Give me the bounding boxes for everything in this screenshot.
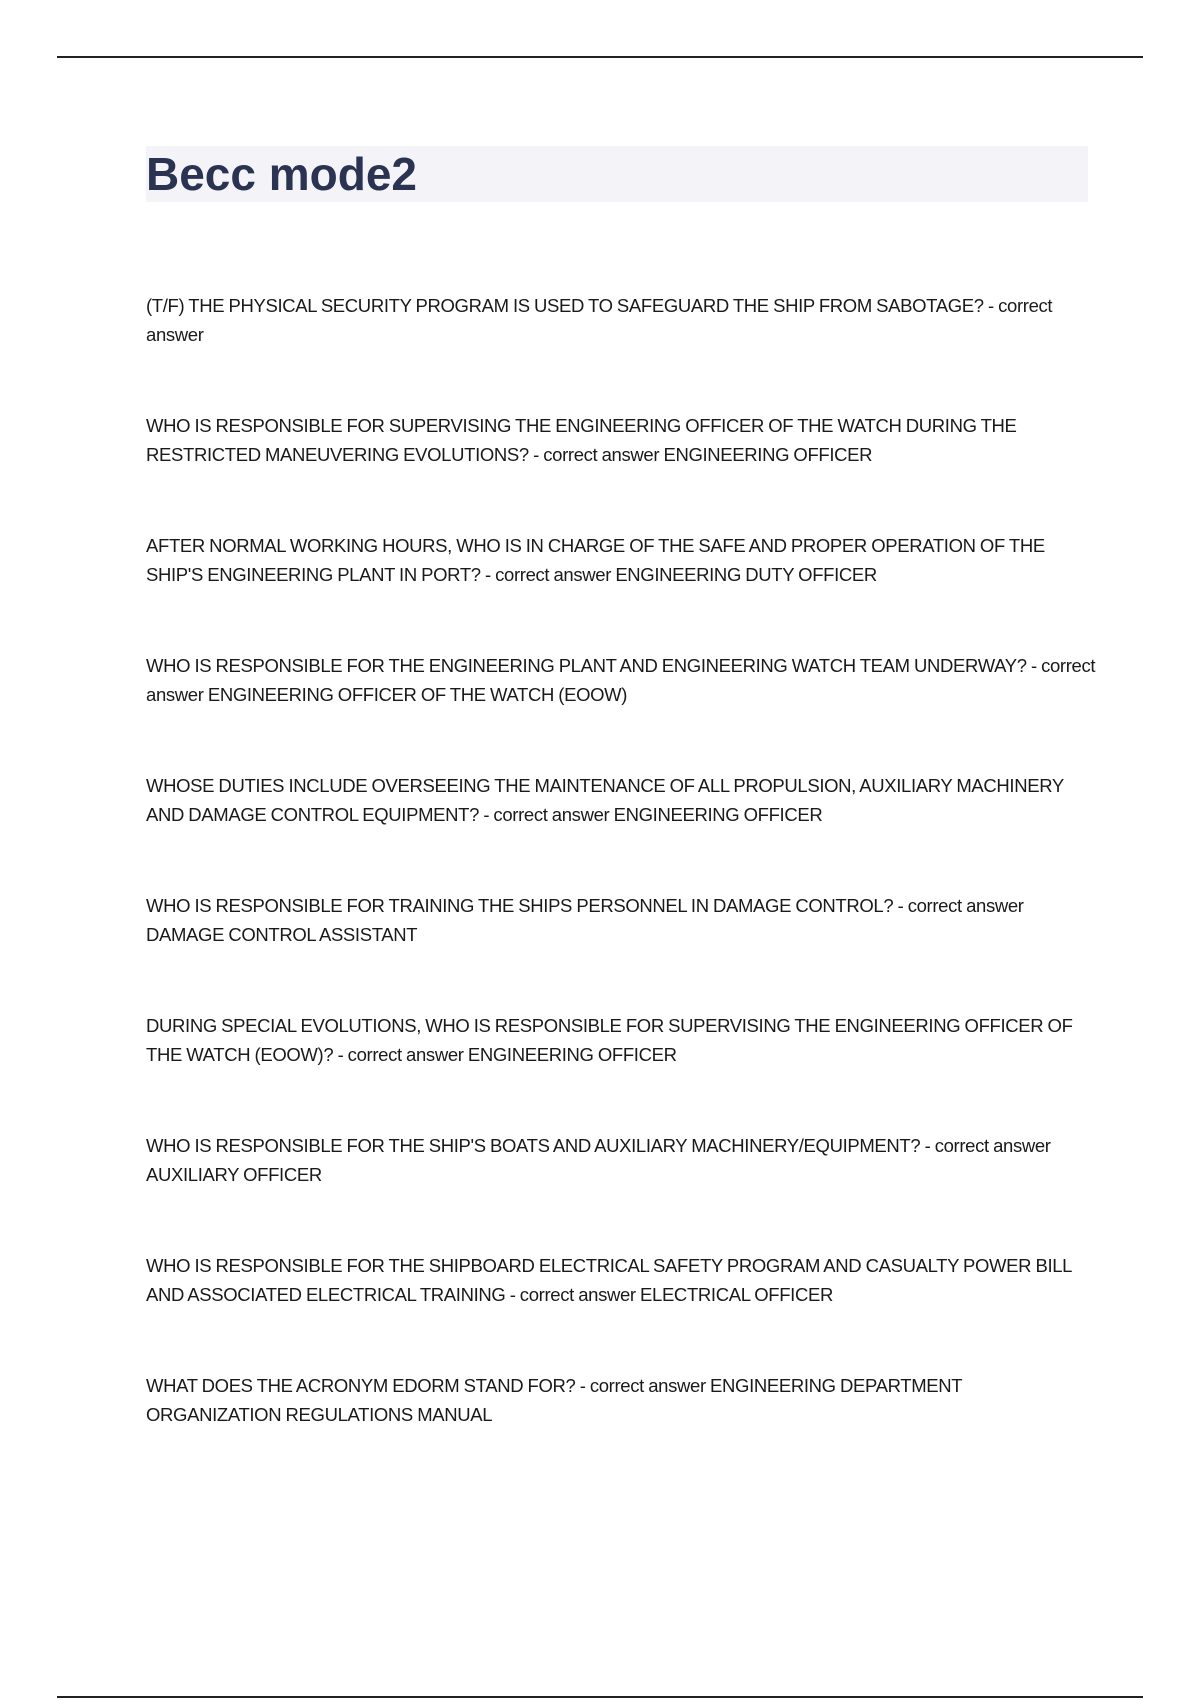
qa-list [146, 292, 1096, 1492]
qa-item: WHOSE DUTIES INCLUDE OVERSEEING THE MAINTENANCE OF ALL PROPULSION, AUXILIARY MACHINERY AND DAMAGE CONTROL EQUIPMENT? - correct answer ENGINEERING OFFICER [146, 775, 1064, 825]
footer-divider [57, 1696, 1143, 1698]
qa-item: WHO IS RESPONSIBLE FOR THE ENGINEERING PLANT AND ENGINEERING WATCH TEAM UNDERWAY? - correct answer ENGINEERING OFFICER OF THE WATCH (EOOW) [146, 655, 1096, 705]
qa-item: AFTER NORMAL WORKING HOURS, WHO IS IN CHARGE OF THE SAFE AND PROPER OPERATION OF THE SHIP'S ENGINEERING PLANT IN PORT? - correct answer ENGINEERING DUTY OFFICER [146, 535, 1045, 585]
qa-item: DURING SPECIAL EVOLUTIONS, WHO IS RESPONSIBLE FOR SUPERVISING THE ENGINEERING OFFICER OF THE WATCH (EOOW)? - correct answer ENGINEERING OFFICER [146, 1015, 1073, 1065]
page-title: Becc mode2 [146, 148, 418, 200]
qa-item: (T/F) THE PHYSICAL SECURITY PROGRAM IS USED TO SAFEGUARD THE SHIP FROM SABOTAGE? - correct answer [146, 295, 1053, 345]
header-divider [57, 56, 1143, 58]
qa-item: WHO IS RESPONSIBLE FOR TRAINING THE SHIPS PERSONNEL IN DAMAGE CONTROL? - correct answer DAMAGE CONTROL ASSISTANT [146, 895, 1024, 945]
qa-item: WHO IS RESPONSIBLE FOR THE SHIPBOARD ELECTRICAL SAFETY PROGRAM AND CASUALTY POWER BILL AND ASSOCIATED ELECTRICAL TRAINING - correct answer ELECTRICAL OFFICER [146, 1255, 1072, 1305]
qa-item: WHO IS RESPONSIBLE FOR SUPERVISING THE ENGINEERING OFFICER OF THE WATCH DURING THE RESTRICTED MANEUVERING EVOLUTIONS? - correct answer ENGINEERING OFFICER [146, 415, 1017, 465]
qa-item: WHO IS RESPONSIBLE FOR THE SHIP'S BOATS AND AUXILIARY MACHINERY/EQUIPMENT? - correct answer AUXILIARY OFFICER [146, 1135, 1051, 1185]
qa-item: WHAT DOES THE ACRONYM EDORM STAND FOR? - correct answer ENGINEERING DEPARTMENT ORGANIZATION REGULATIONS MANUAL [146, 1375, 962, 1425]
